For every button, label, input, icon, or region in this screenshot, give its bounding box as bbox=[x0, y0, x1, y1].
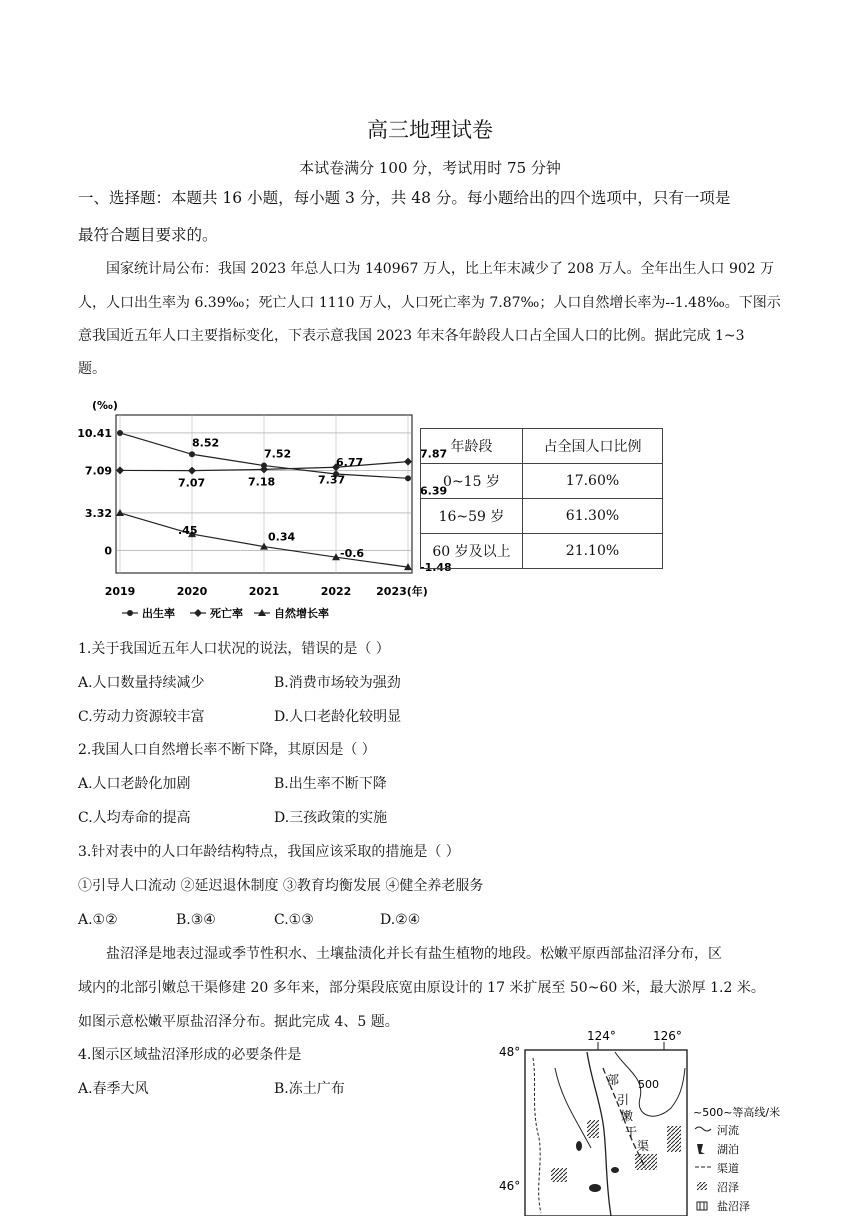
page-subtitle: 本试卷满分 100 分，考试用时 75 分钟 bbox=[299, 159, 561, 177]
legend-marsh-icon bbox=[697, 1182, 707, 1190]
legend-lake: 湖泊 bbox=[717, 1143, 739, 1156]
legend-label: 自然增长率 bbox=[274, 607, 329, 620]
passage1-line4: 题。 bbox=[78, 361, 106, 377]
q1-option-d: D.人口老龄化较明显 bbox=[274, 709, 402, 725]
table-header-row bbox=[421, 429, 663, 464]
section-heading-line1: 一、选择题：本题共 16 小题，每小题 3 分，共 48 分。每小题给出的四个选项中，只有一项是 bbox=[78, 189, 731, 207]
data-point bbox=[189, 451, 195, 457]
passage2-line2: 域内的北部引嫩总干渠修建 20 多年来，部分渠段底宽由原设计的 17 米扩展至 50~60 米，最大淤厚 1.2 米。 bbox=[78, 980, 765, 996]
passage1-line1: 国家统计局公布：我国 2023 年总人口为 140967 万人，比上年末减少了 208 万人。全年出生人口 902 万 bbox=[106, 261, 775, 277]
legend-salt-marsh: 盐沼泽 bbox=[717, 1200, 750, 1213]
marsh-patch bbox=[667, 1126, 681, 1152]
q2-option-b: B.出生率不断下降 bbox=[274, 776, 387, 792]
legend-label: 死亡率 bbox=[210, 607, 243, 620]
data-point bbox=[116, 509, 124, 516]
q4-stem: 4.图示区域盐沼泽形成的必要条件是 bbox=[78, 1047, 302, 1063]
q3-stem: 3.针对表中的人口年龄结构特点，我国应该采取的措施是（ ） bbox=[78, 844, 460, 860]
x-tick-label: 2022 bbox=[320, 585, 352, 598]
q1-option-a: A.人口数量持续减少 bbox=[78, 675, 205, 691]
table-row bbox=[421, 464, 663, 499]
legend-river: 河流 bbox=[717, 1124, 739, 1137]
population-rate-chart bbox=[77, 395, 452, 625]
x-tick-label: 2021 bbox=[248, 585, 280, 598]
data-point bbox=[404, 458, 412, 466]
passage1-line2: 人，人口出生率为 6.39‰；死亡人口 1110 万人，人口死亡率为 7.87‰；人口自然增长率为--1.48‰。下图示 bbox=[78, 295, 781, 311]
table-cell-age: 0~15 岁 bbox=[421, 464, 523, 499]
x-tick-label: 2023(年) bbox=[376, 585, 428, 598]
legend-salt-marsh-icon bbox=[697, 1202, 707, 1210]
q4-option-a: A.春季大风 bbox=[78, 1081, 149, 1097]
q1-option-c: C.劳动力资源较丰富 bbox=[78, 709, 205, 725]
q2-option-d: D.三孩政策的实施 bbox=[274, 810, 388, 826]
passage2-line1: 盐沼泽是地表过湿或季节性积水、土壤盐渍化并长有盐生植物的地段。松嫩平原西部盐沼泽分布，区 bbox=[106, 946, 722, 962]
table-header-share: 占全国人口比例 bbox=[523, 429, 663, 464]
page-title: 高三地理试卷 bbox=[367, 118, 493, 142]
age-structure-table bbox=[420, 428, 663, 569]
canal-char-2: 嫩 bbox=[621, 1109, 634, 1123]
q3-option-a: A.①② bbox=[78, 912, 118, 928]
legend-marsh: 沼泽 bbox=[717, 1181, 739, 1194]
passage1-line3: 意我国近五年人口主要指标变化，下表示意我国 2023 年末各年龄段人口占全国人口的比例。据此完成 1~3 bbox=[78, 328, 745, 344]
q4-option-b: B.冻土广布 bbox=[274, 1081, 345, 1097]
q3-items: ①引导人口流动 ②延迟退休制度 ③教育均衡发展 ④健全养老服务 bbox=[78, 878, 484, 894]
table-cell-age: 16~59 岁 bbox=[421, 499, 523, 534]
q3-option-d: D.②④ bbox=[380, 912, 421, 928]
data-label: 7.18 bbox=[248, 475, 276, 489]
data-label: 7.87 bbox=[420, 447, 448, 461]
q3-option-c: C.①③ bbox=[274, 912, 314, 928]
lake bbox=[611, 1167, 619, 1173]
legend-label: 出生率 bbox=[142, 607, 175, 620]
y-unit-label: (‰) bbox=[92, 399, 118, 412]
data-label: 6.39 bbox=[420, 484, 448, 498]
map-frame bbox=[525, 1050, 687, 1216]
data-point bbox=[194, 609, 202, 617]
data-label: 7.52 bbox=[264, 447, 292, 461]
y-tick-label: 10.41 bbox=[77, 426, 112, 440]
table-cell-share: 61.30% bbox=[523, 499, 663, 534]
data-label: 6.77 bbox=[336, 456, 364, 470]
legend-contour: ~500~等高线/米 bbox=[693, 1106, 781, 1119]
legend-lake-icon bbox=[697, 1144, 705, 1154]
canal-char-qu: 渠 bbox=[637, 1139, 650, 1153]
legend-river-icon bbox=[695, 1127, 711, 1131]
lake bbox=[589, 1184, 601, 1192]
data-label: .45 bbox=[178, 524, 198, 538]
data-label: -1.48 bbox=[420, 561, 452, 575]
x-tick-label: 2019 bbox=[104, 585, 136, 598]
contour-line-west bbox=[533, 1058, 541, 1213]
data-point bbox=[127, 610, 133, 616]
y-tick-label: 7.09 bbox=[84, 464, 112, 478]
lat-label-48: 48° bbox=[499, 1045, 521, 1059]
table-cell-share: 17.60% bbox=[523, 464, 663, 499]
data-label: 7.07 bbox=[178, 476, 206, 490]
contour-label: 500 bbox=[638, 1078, 659, 1091]
tributary-river bbox=[555, 1068, 591, 1148]
legend-canal: 渠道 bbox=[717, 1162, 739, 1175]
marsh-patch bbox=[587, 1120, 599, 1138]
section-heading-line2: 最符合题目要求的。 bbox=[78, 226, 218, 244]
data-label: 0.34 bbox=[268, 530, 296, 544]
canal-char-3: 干 bbox=[625, 1125, 638, 1139]
chart-labels bbox=[77, 399, 452, 598]
q2-stem: 2.我国人口自然增长率不断下降，其原因是（ ） bbox=[78, 742, 376, 758]
marsh-patch bbox=[551, 1168, 567, 1182]
data-label: 8.52 bbox=[192, 436, 220, 450]
table-cell-share: 21.10% bbox=[523, 534, 663, 569]
canal-char-bu: 部 bbox=[607, 1073, 620, 1087]
lake bbox=[576, 1141, 582, 1151]
data-label: 7.37 bbox=[318, 473, 346, 487]
canal-char-1: 引 bbox=[617, 1093, 630, 1107]
passage2-line3: 如图示意松嫩平原盐沼泽分布。据此完成 4、5 题。 bbox=[78, 1014, 399, 1030]
data-point bbox=[116, 466, 124, 474]
y-tick-label: 0 bbox=[104, 544, 112, 558]
q1-option-b: B.消费市场较为强劲 bbox=[274, 675, 401, 691]
q3-option-b: B.③④ bbox=[176, 912, 216, 928]
songnen-plain-map bbox=[495, 1028, 785, 1216]
table-cell-age: 60 岁及以上 bbox=[421, 534, 523, 569]
marsh-patch bbox=[635, 1154, 657, 1170]
lon-label-126: 126° bbox=[653, 1029, 682, 1043]
table-row bbox=[421, 534, 663, 569]
lon-label-124: 124° bbox=[587, 1029, 616, 1043]
data-label: -0.6 bbox=[340, 547, 365, 561]
table-header-age: 年龄段 bbox=[421, 429, 523, 464]
q2-option-a: A.人口老龄化加剧 bbox=[78, 776, 191, 792]
q1-stem: 1.关于我国近五年人口状况的说法，错误的是（ ） bbox=[78, 641, 390, 657]
data-point bbox=[117, 430, 123, 436]
data-point bbox=[188, 467, 196, 475]
table-row bbox=[421, 499, 663, 534]
chart-legend bbox=[122, 606, 329, 620]
lat-label-46: 46° bbox=[499, 1179, 521, 1193]
x-tick-label: 2020 bbox=[176, 585, 208, 598]
data-point bbox=[405, 475, 411, 481]
q2-option-c: C.人均寿命的提高 bbox=[78, 810, 191, 826]
y-tick-label: 3.32 bbox=[84, 506, 112, 520]
